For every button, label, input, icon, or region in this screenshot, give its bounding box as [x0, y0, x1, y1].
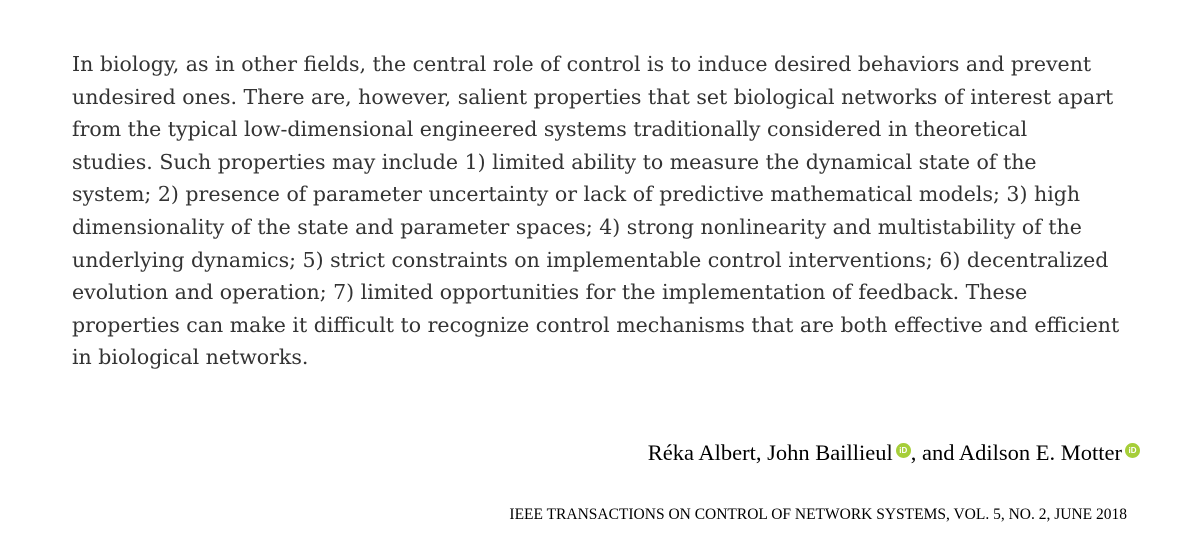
abstract-line: studies. Such properties may include 1) limited ability to measure the dynamical state of the [72, 149, 1037, 174]
author-line [490, 438, 1140, 468]
journal-citation: IEEE TRANSACTIONS ON CONTROL OF NETWORK SYSTEMS, VOL. 5, NO. 2, JUNE 2018 [509, 506, 1127, 523]
abstract-line: undesired ones. There are, however, salient properties that set biological networks of interest apart [72, 84, 1114, 109]
orcid-icon[interactable]: iD [896, 443, 911, 458]
orcid-icon[interactable]: iD [1125, 443, 1140, 458]
abstract-line: system; 2) presence of parameter uncertainty or lack of predictive mathematical models; 3) high [72, 182, 1081, 207]
abstract-line: properties can make it difficult to recognize control mechanisms that are both effective and efficient [72, 312, 1120, 337]
abstract-line: in biological networks. [72, 345, 309, 370]
abstract-line: In biology, as in other fields, the central role of control is to induce desired behaviors and prevent [72, 52, 1092, 76]
abstract-line: evolution and operation; 7) limited opportunities for the implementation of feedback. These [72, 280, 1028, 305]
abstract-line: dimensionality of the state and parameter spaces; 4) strong nonlinearity and multistability of the [72, 214, 1082, 239]
abstract-line: underlying dynamics; 5) strict constraints on implementable control interventions; 6) decentralized [72, 247, 1109, 272]
abstract-paragraph [72, 48, 1152, 374]
abstract-line: from the typical low-dimensional engineered systems traditionally considered in theoretical [72, 117, 1028, 142]
author-names-second: , and Adilson E. Motter [910, 440, 1122, 465]
author-names-first: Réka Albert, John Baillieul [647, 440, 893, 465]
